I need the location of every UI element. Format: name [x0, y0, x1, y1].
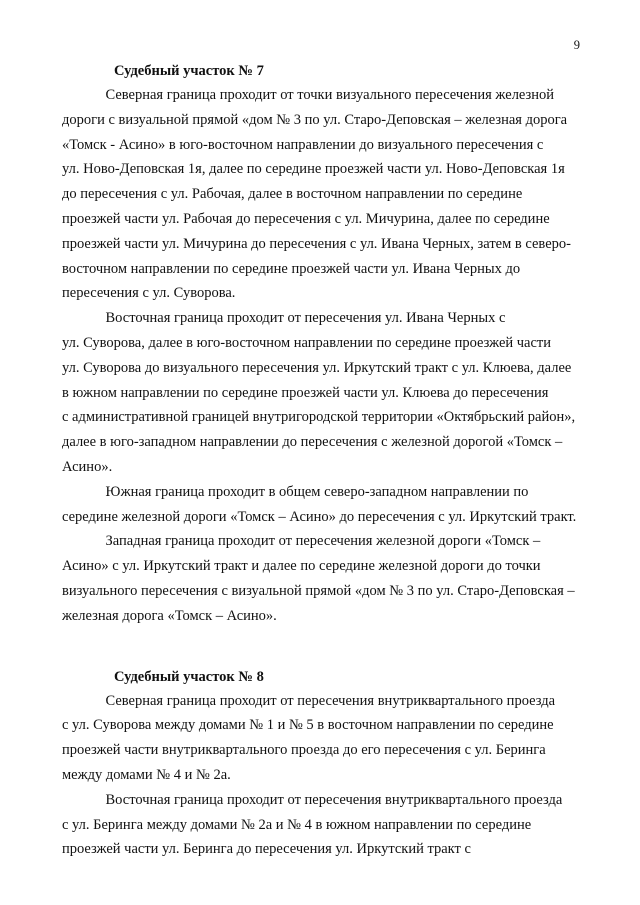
text-line: ул. Суворова, далее в юго-восточном направлении по середине проезжей части	[62, 334, 552, 351]
text-line: Восточная граница проходит от пересечения внутриквартального проезда	[62, 791, 563, 808]
text-line: проезжей части ул. Рабочая до пересечения с ул. Мичурина, далее по середине	[62, 210, 550, 227]
text-line: железная дорога «Томск – Асино».	[62, 607, 277, 624]
text-line: Западная граница проходит от пересечения железной дороги «Томск –	[62, 533, 541, 550]
text-line: «Томск - Асино» в юго-восточном направлении до визуального пересечения с	[62, 136, 544, 153]
section-court-district-7	[62, 59, 582, 629]
text-line: пересечения с ул. Суворова.	[62, 285, 236, 302]
text-line: проезжей части ул. Беринга до пересечения ул. Иркутский тракт с	[62, 841, 471, 858]
text-line: середине железной дороги «Томск – Асино» до пересечения с ул. Иркутский тракт.	[62, 508, 577, 525]
text-line: ул. Ново-Деповская 1я, далее по середине проезжей части ул. Ново-Деповская 1я	[62, 161, 565, 178]
section-heading: Судебный участок № 7	[114, 63, 264, 79]
section-heading: Судебный участок № 8	[114, 668, 264, 685]
text-line: Асино» с ул. Иркутский тракт и далее по середине железной дороги до точки	[62, 558, 541, 575]
text-line: до пересечения с ул. Рабочая, далее в восточном направлении по середине	[62, 186, 523, 203]
text-line: Южная граница проходит в общем северо-западном направлении по	[62, 483, 529, 500]
text-line: между домами № 4 и № 2а.	[62, 766, 231, 783]
section-court-district-8	[62, 665, 582, 863]
page-content	[62, 59, 582, 862]
text-line: Северная граница проходит от точки визуального пересечения железной	[62, 87, 555, 103]
text-line: Асино».	[62, 458, 113, 475]
section-spacer	[62, 629, 582, 665]
text-line: восточном направлении по середине проезжей части ул. Ивана Черных до	[62, 260, 521, 277]
text-line: с административной границей внутригородской территории «Октябрьский район»,	[62, 409, 576, 426]
text-line: Восточная граница проходит от пересечения ул. Ивана Черных с	[62, 310, 506, 327]
text-line: в южном направлении по середине проезжей части ул. Клюева до пересечения	[62, 384, 549, 401]
page-number: 9	[573, 38, 580, 52]
text-line: дороги с визуальной прямой «дом № 3 по ул. Старо-Деповская – железная дорога	[62, 111, 568, 128]
text-line: далее в юго-западном направлении до пересечения с железной дорогой «Томск –	[62, 434, 563, 451]
text-line: с ул. Суворова между домами № 1 и № 5 в восточном направлении по середине	[62, 717, 554, 734]
text-line: проезжей части ул. Мичурина до пересечения с ул. Ивана Черных, затем в северо-	[62, 235, 571, 252]
text-line: визуального пересечения с визуальной прямой «дом № 3 по ул. Старо-Деповская –	[62, 582, 575, 599]
text-line: проезжей части внутриквартального проезда до его пересечения с ул. Беринга	[62, 742, 546, 759]
text-line: Северная граница проходит от пересечения внутриквартального проезда	[62, 692, 556, 709]
text-line: с ул. Беринга между домами № 2а и № 4 в южном направлении по середине	[62, 816, 532, 833]
text-line: ул. Суворова до визуального пересечения ул. Иркутский тракт с ул. Клюева, далее	[62, 359, 572, 376]
